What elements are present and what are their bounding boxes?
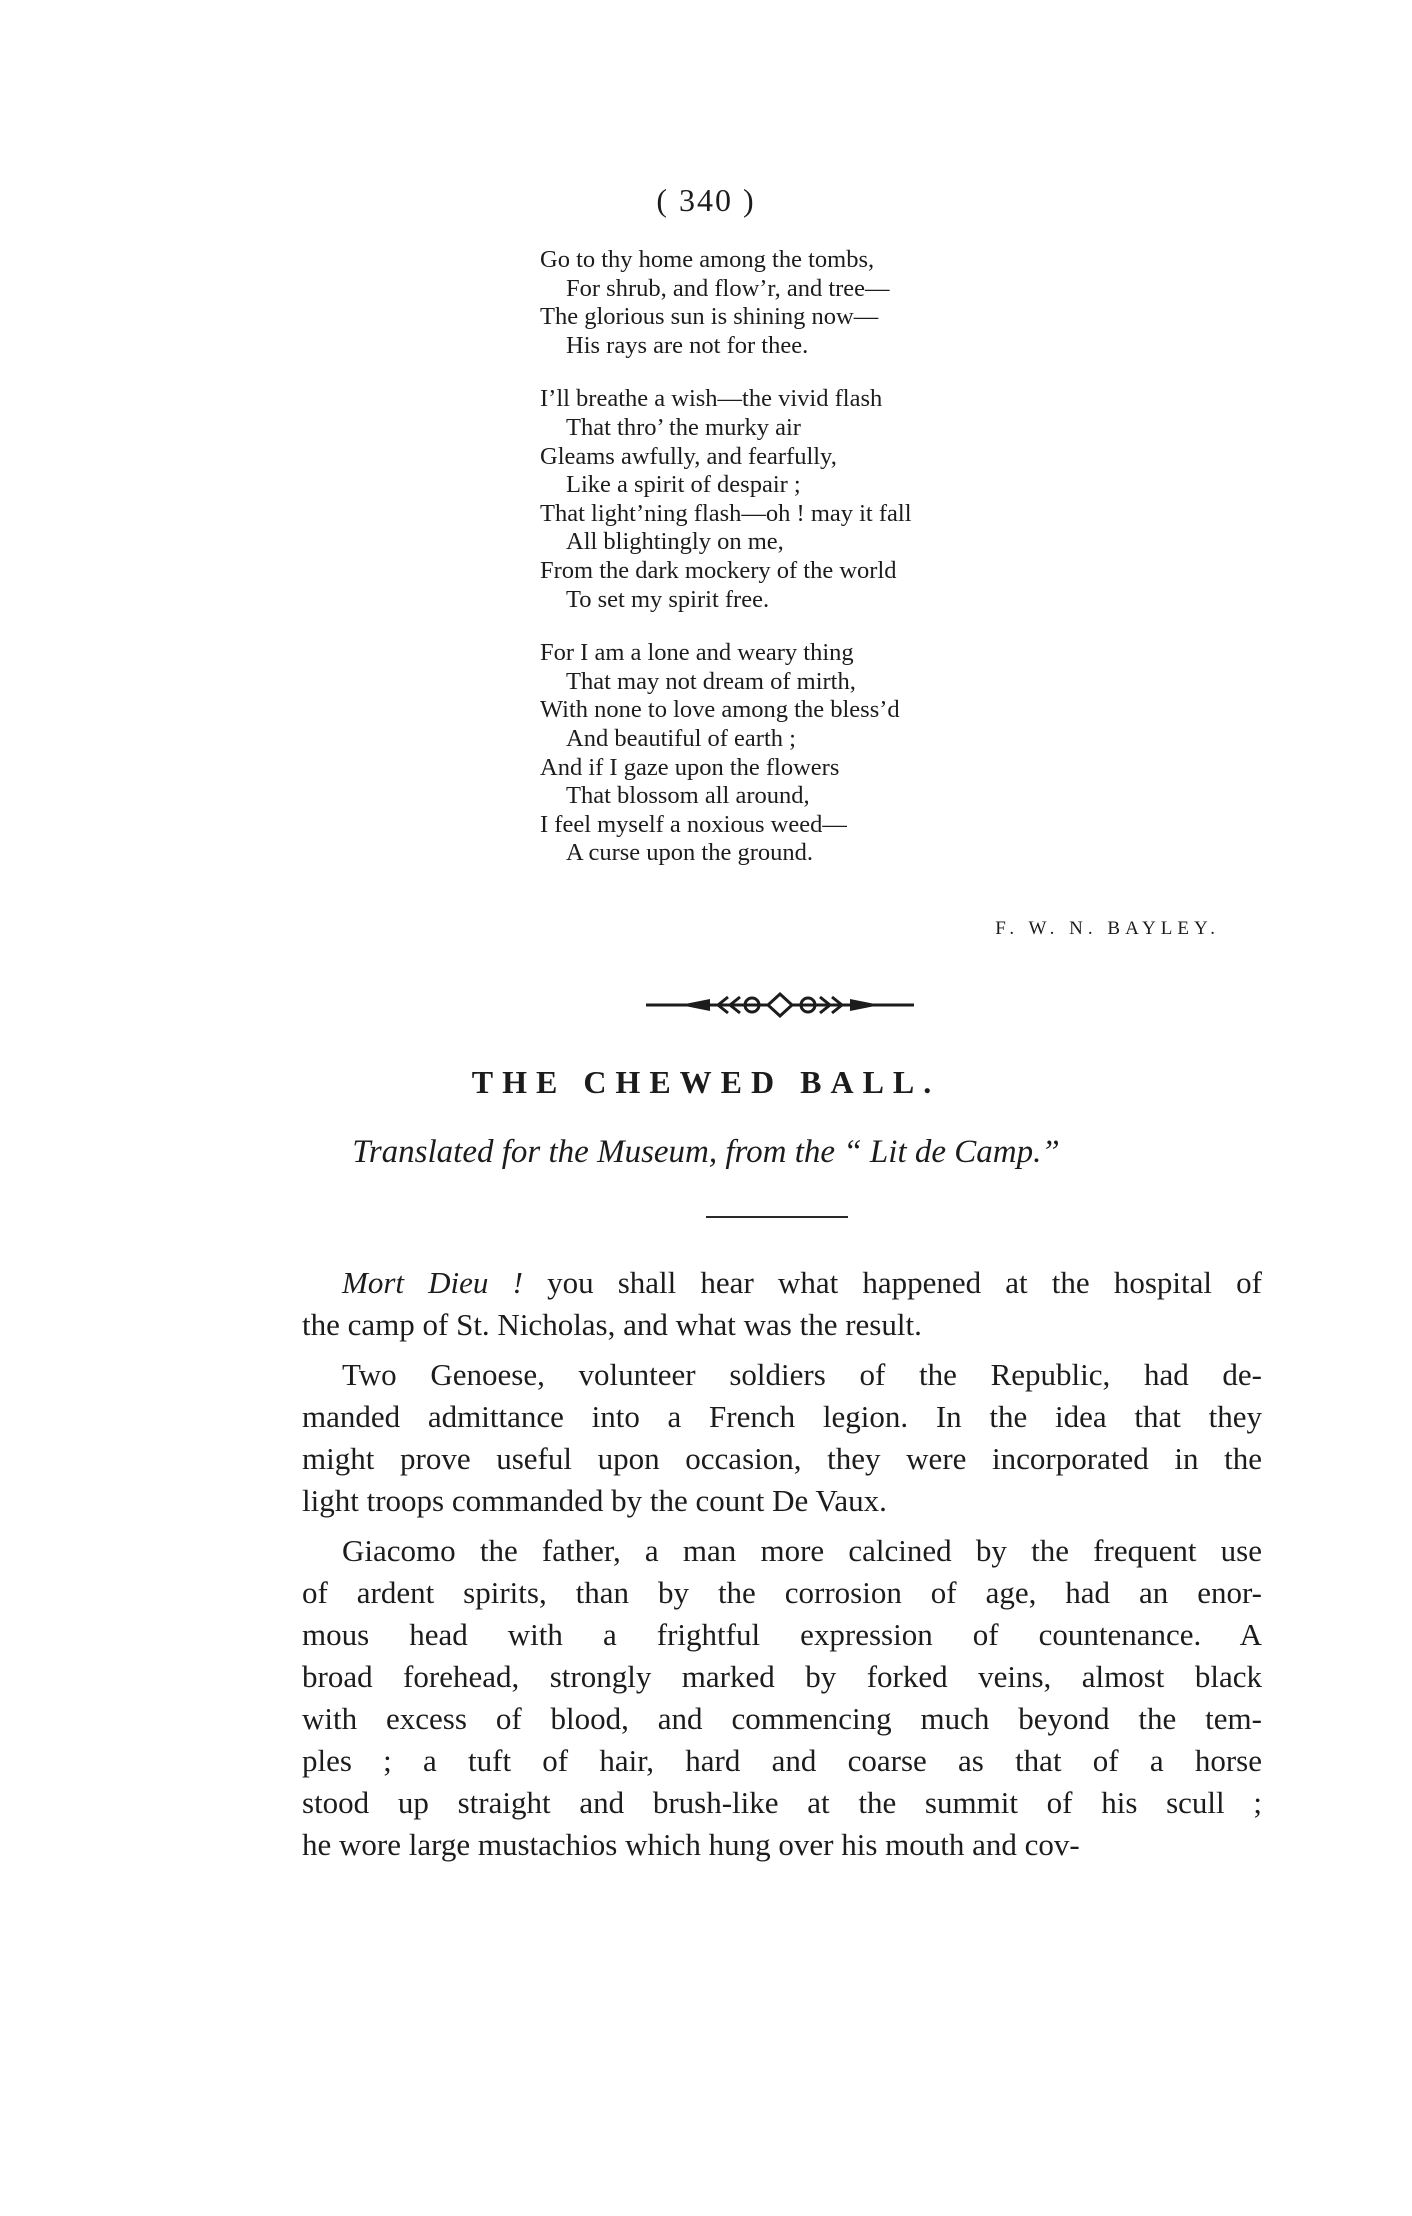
text-line [302, 1354, 1262, 1396]
text-line [302, 1698, 1262, 1740]
ornament-divider [640, 990, 920, 1020]
text-run: of ardent spirits, than by the corrosion of age, had an enor- [302, 1575, 1262, 1610]
text-run: stood up straight and brush-like at the summit of his scull ; [302, 1785, 1262, 1820]
article-subtitle: Translated for the Museum, from the “ Lit de Camp.” [352, 1134, 1060, 1170]
text-run: ples ; a tuft of hair, hard and coarse as that of a horse [302, 1743, 1262, 1778]
poem-line: Go to thy home among the tombs, [540, 246, 875, 273]
text-line [302, 1614, 1262, 1656]
poem-line: That blossom all around, [566, 782, 810, 810]
text-line [302, 1824, 1262, 1866]
text-line [302, 1656, 1262, 1698]
text-run: he wore large mustachios which hung over his mouth and cov- [302, 1827, 1080, 1862]
text-line [302, 1396, 1262, 1438]
poem-line: For shrub, and flow’r, and tree— [566, 274, 890, 302]
poem-line: Gleams awfully, and fearfully, [540, 442, 837, 470]
poem-line: For I am a lone and weary thing [540, 639, 854, 667]
page-number: ( 340 ) [656, 182, 756, 218]
poem-line: I’ll breathe a wish—the vivid flash [540, 385, 883, 413]
poem-line: To set my spirit free. [566, 585, 770, 613]
poem-line: Like a spirit of despair ; [566, 471, 801, 499]
text-run: Two Genoese, volunteer soldiers of the Republic, had de- [342, 1357, 1262, 1392]
text-run: Giacomo the father, a man more calcined by the frequent use [342, 1533, 1262, 1568]
text-run: might prove useful upon occasion, they were incorporated in the [302, 1441, 1262, 1476]
poem-line: I feel myself a noxious weed— [540, 810, 847, 838]
text-line [302, 1782, 1262, 1824]
poem-line: All blightingly on me, [566, 528, 784, 556]
text-line [302, 1438, 1262, 1480]
poem-line: That may not dream of mirth, [566, 667, 856, 695]
text-run: light troops commanded by the count De Vaux. [302, 1483, 887, 1518]
paragraph [302, 1530, 1262, 1866]
poem-signature: F. W. N. BAYLEY. [995, 918, 1220, 939]
poem-line: And if I gaze upon the flowers [540, 753, 840, 781]
poem-line: And beautiful of earth ; [566, 724, 796, 752]
poem [540, 246, 1080, 893]
poem-line: That light’ning flash—oh ! may it fall [540, 499, 912, 527]
paragraph [302, 1354, 1262, 1522]
text-line [302, 1740, 1262, 1782]
poem-line: The glorious sun is shining now— [540, 303, 879, 331]
title-rule [706, 1216, 848, 1218]
text-run: mous head with a frightful expression of countenance. A [302, 1617, 1262, 1652]
text-run: you shall hear what happened at the hospital of [522, 1265, 1262, 1300]
text-run: broad forehead, strongly marked by forked veins, almost black [302, 1659, 1262, 1694]
italic-exclamation: Mort Dieu ! [342, 1265, 523, 1300]
poem-stanza [540, 385, 1080, 614]
text-line [302, 1572, 1262, 1614]
paragraph [302, 1262, 1262, 1346]
poem-line: With none to love among the bless’d [540, 696, 900, 724]
text-run: manded admittance into a French legion. In the idea that they [302, 1399, 1262, 1434]
poem-line: His rays are not for thee. [566, 331, 809, 359]
text-line [302, 1480, 1262, 1522]
text-line [302, 1530, 1262, 1572]
poem-line: That thro’ the murky air [566, 413, 801, 441]
text-line [302, 1262, 1262, 1304]
poem-stanza [540, 639, 1080, 868]
text-run: the camp of St. Nicholas, and what was the result. [302, 1307, 922, 1342]
article-title: THE CHEWED BALL. [471, 1064, 941, 1100]
poem-line: A curse upon the ground. [566, 839, 813, 867]
text-line [302, 1304, 1262, 1346]
text-run: with excess of blood, and commencing much beyond the tem- [302, 1701, 1262, 1736]
poem-stanza [540, 246, 1080, 360]
article-body [302, 1262, 1262, 1874]
poem-line: From the dark mockery of the world [540, 556, 897, 584]
